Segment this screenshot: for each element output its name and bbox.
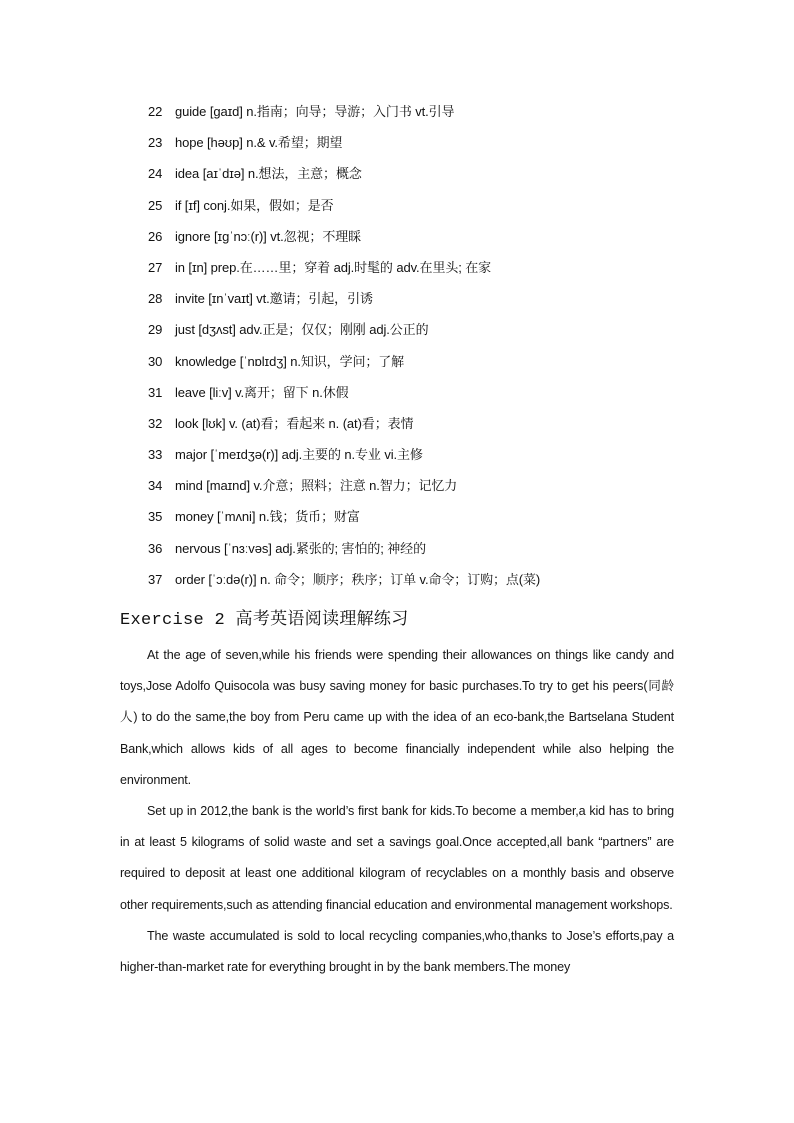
vocab-item	[148, 163, 708, 194]
vocab-item	[148, 132, 708, 163]
vocab-entry: money [ˈmʌni] n.钱；货币；财富	[175, 509, 360, 525]
vocab-number: 27	[148, 259, 163, 275]
exercise-heading: Exercise 2 高考英语阅读理解练习	[120, 611, 409, 630]
vocab-item	[148, 506, 708, 537]
vocab-item	[148, 226, 708, 257]
vocab-entry: order [ˈɔːdə(r)] n. 命令；顺序；秩序；订单 v.命令；订购；点(菜)	[175, 571, 541, 587]
vocab-number: 23	[148, 135, 163, 151]
vocab-number: 34	[148, 478, 163, 494]
vocab-entry: leave [liːv] v.离开；留下 n.休假	[175, 384, 349, 400]
vocab-number: 29	[148, 322, 163, 338]
vocab-number: 31	[148, 384, 163, 400]
vocab-number: 28	[148, 291, 163, 307]
vocab-entry: guide [gaɪd] n.指南；向导；导游；入门书 vt.引导	[175, 104, 455, 119]
vocab-number: 32	[148, 415, 163, 431]
vocab-entry: in [ɪn] prep.在……里；穿着 adj.时髦的 adv.在里头; 在家	[175, 259, 492, 275]
vocab-entry: knowledge [ˈnɒlɪdʒ] n.知识，学问；了解	[175, 353, 405, 369]
vocab-number: 36	[148, 540, 163, 556]
vocab-item	[148, 319, 708, 350]
vocab-number: 30	[148, 353, 163, 369]
vocab-item	[148, 538, 708, 569]
vocab-entry: look [lʊk] v. (at)看；看起来 n. (at)看；表情	[175, 415, 414, 431]
vocab-item	[148, 382, 708, 413]
vocab-item	[148, 569, 708, 600]
vocab-entry: invite [ɪnˈvaɪt] vt.邀请；引起，引诱	[175, 291, 373, 307]
vocab-entry: ignore [ɪɡˈnɔː(r)] vt.忽视；不理睬	[175, 228, 362, 244]
passage-paragraph: The waste accumulated is sold to local recycling companies,who,thanks to Jose’s efforts,pay a higher-than-market rate for everything brought in by the bank members.The money	[120, 928, 674, 975]
passage-paragraph: At the age of seven,while his friends were spending their allowances on things like candy and toys,Jose Adolfo Quisocola was busy saving money for basic purchases.To try to get his peers(同龄人) to do the same,the boy from Peru came up with the idea of an eco-bank,the Bartselana Student Bank,which allows kids of all ages to become financially independent while also helping the environment.	[120, 648, 674, 787]
passage-paragraph: Set up in 2012,the bank is the world’s first bank for kids.To become a member,a kid has to bring in at least 5 kilograms of solid waste and set a savings goal.Once accepted,all bank “partners” are required to deposit at least one additional kilogram of recyclables on a monthly basis and observe other requirements,such as attending financial education and environmental management workshops.	[120, 804, 674, 912]
vocab-item	[148, 288, 708, 319]
vocab-entry: major [ˈmeɪdʒə(r)] adj.主要的 n.专业 vi.主修	[175, 447, 423, 463]
vocab-item	[148, 195, 708, 226]
vocab-item	[148, 351, 708, 382]
vocab-number: 24	[148, 166, 163, 182]
vocab-item	[148, 444, 708, 475]
vocab-number: 37	[148, 571, 163, 587]
vocab-entry: hope [həʊp] n.& v.希望；期望	[175, 135, 343, 151]
vocab-number: 22	[148, 104, 163, 119]
vocab-entry: idea [aɪˈdɪə] n.想法，主意；概念	[175, 166, 362, 182]
vocab-item	[148, 101, 708, 132]
vocab-number: 25	[148, 197, 163, 213]
vocab-item	[148, 475, 708, 506]
vocab-number: 33	[148, 447, 163, 463]
reading-passage	[120, 640, 674, 983]
vocab-number: 26	[148, 228, 163, 244]
vocab-entry: if [ɪf] conj.如果，假如；是否	[175, 197, 334, 213]
vocab-item	[148, 413, 708, 444]
vocab-number: 35	[148, 509, 163, 525]
vocab-entry: nervous [ˈnɜːvəs] adj.紧张的; 害怕的; 神经的	[175, 540, 426, 556]
vocab-entry: just [dʒʌst] adv.正是；仅仅；刚刚 adj.公正的	[175, 322, 429, 338]
vocabulary-list	[148, 101, 708, 600]
vocab-entry: mind [maɪnd] v.介意；照料；注意 n.智力；记忆力	[175, 478, 458, 494]
vocab-item	[148, 257, 708, 288]
